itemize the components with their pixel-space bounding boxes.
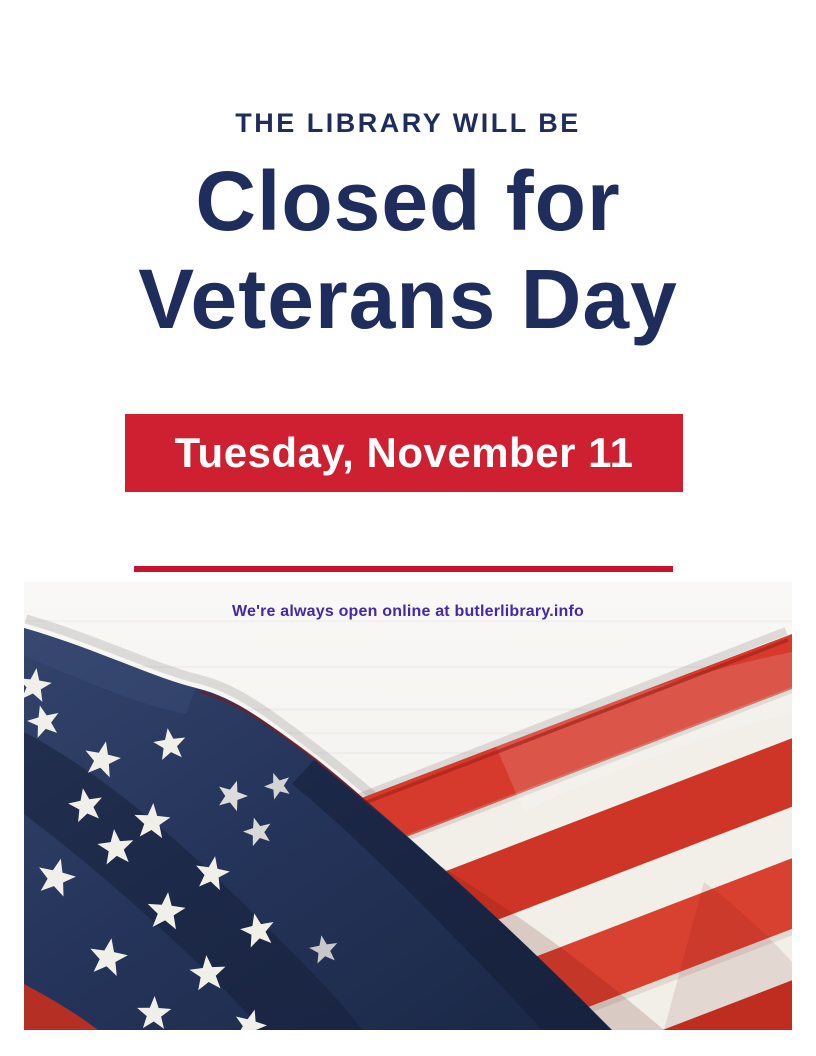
- date-banner-label: Tuesday, November 11: [174, 429, 634, 476]
- title-line-1: Closed for: [195, 154, 621, 248]
- flag-photo: [24, 582, 792, 1030]
- date-banner: [125, 414, 683, 492]
- eyebrow-text: THE LIBRARY WILL BE: [235, 108, 581, 138]
- red-divider-line: [134, 566, 673, 572]
- american-flag-illustration: [24, 582, 792, 1030]
- website-note: We're always open online at butlerlibrary.info: [231, 603, 585, 620]
- title-line-2: Veterans Day: [138, 252, 678, 347]
- page-title: [0, 152, 816, 349]
